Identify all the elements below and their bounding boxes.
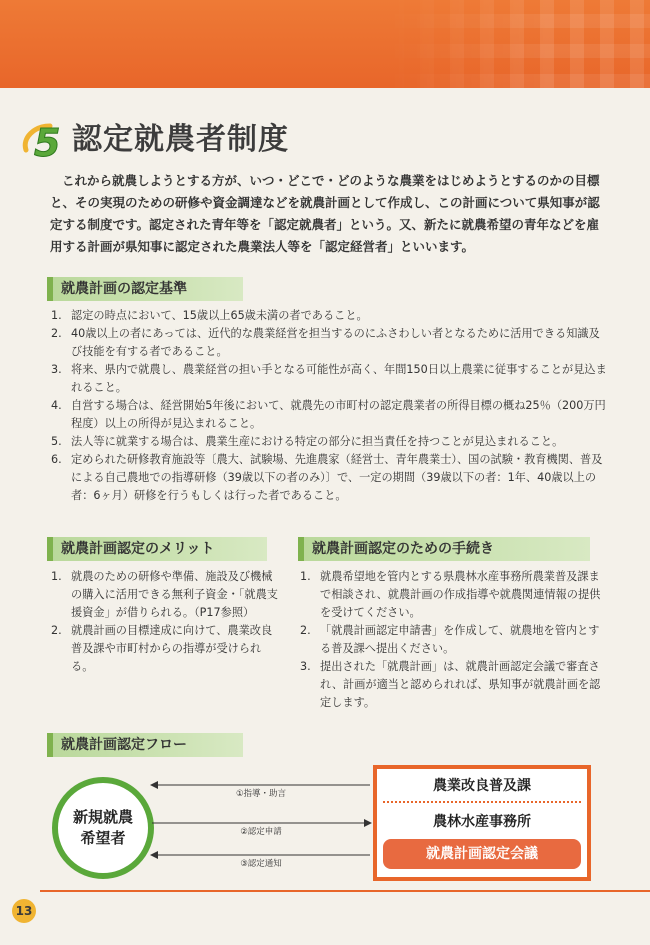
applicant-label-line2: 希望者 (80, 829, 126, 847)
section-number-badge (20, 118, 64, 162)
procedure-heading: 就農計画認定のための手続き (298, 537, 590, 561)
arrow-application (150, 817, 372, 837)
certification-council: 就農計画認定会議 (383, 839, 581, 869)
criteria-list (47, 307, 607, 505)
header-pattern (390, 0, 650, 88)
criteria-heading: 就農計画の認定基準 (47, 277, 243, 301)
list-item: 2. 「就農計画認定申請書」を作成して、就農地を管内とする普及課へ提出ください。 (300, 624, 600, 655)
list-item: 5. 法人等に就業する場合は、農業生産における特定の部分に担当責任を持つことが見込まれること。 (51, 435, 564, 448)
arrow-notification-label: ③認定通知 (240, 859, 282, 869)
intro-paragraph: これから就農しようとする方が、いつ・どこで・どのような農業をはじめようとするのかの目標と、その実現のための研修や資金調達などを就農計画として作成し、この計画について県知事が認定する制度です。認定された青年等を「認定就農者」という。又、新たに就農希望の青年などを雇用する計画が県知事に認定された農業法人等を「認定経営者」といいます。 (50, 173, 600, 254)
merits-heading: 就農計画認定のメリット (47, 537, 267, 561)
section-number: 5 (34, 121, 61, 162)
list-item: 6. 定められた研修教育施設等〔農大、試験場、先進農家（経営士、青年農業士）、国の試験・教育機関、普及による自己農地での指導研修（39歳以下の者のみ）〕で、一定の期間（39歳以下の者：1年、40歳以上の者：6ヶ月）研修を行うもしくは行った者であること。 (51, 453, 603, 502)
procedure-list (296, 568, 608, 712)
flow-diagram (40, 765, 600, 885)
page-number: 13 (12, 899, 36, 923)
flow-heading: 就農計画認定フロー (47, 733, 243, 757)
org-extension-office: 農業改良普及課 (433, 778, 531, 794)
arrow-guidance (150, 779, 372, 799)
organization-box (373, 765, 591, 881)
footer-rule (40, 890, 650, 892)
list-item: 3. 将来、県内で就農し、農業経営の担い手となる可能性が高く、年間150日以上農業に従事することが見込まれること。 (51, 363, 607, 394)
merits-list (47, 568, 279, 676)
applicant-label-line1: 新規就農 (72, 808, 133, 826)
arrow-notification (150, 851, 372, 871)
header-band (0, 0, 650, 88)
org-divider (383, 801, 581, 803)
list-item: 1. 就農希望地を管内とする県農林水産事務所農業普及課まで相談され、就農計画の作成指導や就農関連情報の提供を受けてください。 (300, 570, 601, 619)
org-regional-office: 農林水産事務所 (433, 814, 531, 830)
page-title: 認定就農者制度 (72, 122, 289, 157)
list-item: 2. 就農計画の目標達成に向けて、農業改良普及課や市町村からの指導が受けられる。 (51, 624, 273, 673)
applicant-circle (52, 777, 154, 879)
list-item: 2. 40歳以上の者にあっては、近代的な農業経営を担当するのにふさわしい者となるために活用できる知識及び技能を有する者であること。 (51, 327, 600, 358)
list-item: 1. 就農のための研修や準備、施設及び機械の購入に活用できる無利子資金・「就農支援資金」が借りられる。（P17参照） (51, 570, 278, 619)
list-item: 1. 認定の時点において、15歳以上65歳未満の者であること。 (51, 309, 368, 322)
arrow-guidance-label: ①指導・助言 (235, 789, 287, 799)
list-item: 3. 提出された「就農計画」は、就農計画認定会議で審査され、計画が適当と認められれば、県知事が就農計画を認定します。 (300, 660, 601, 709)
arrow-application-label: ②認定申請 (240, 827, 282, 837)
list-item: 4. 自営する場合は、経営開始5年後において、就農先の市町村の認定農業者の所得目標の概ね25％（200万円程度）以上の所得が見込まれること。 (51, 399, 606, 430)
